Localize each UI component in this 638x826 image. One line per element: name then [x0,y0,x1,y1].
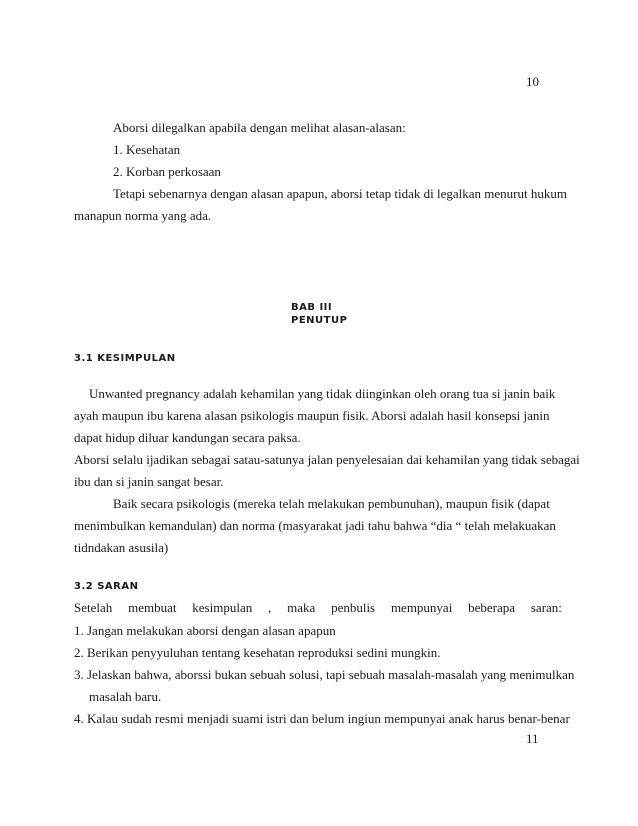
kesimpulan-line: ibu dan si janin sangat besar. [74,474,224,489]
chapter-title: PENUTUP [291,315,348,326]
intro-lead: Aborsi dilegalkan apabila dengan melihat alasan-alasan: [113,120,406,135]
saran-intro-word: , [268,600,272,615]
saran-intro-word: penbulis [331,600,376,615]
saran-item: 3. Jelaskan bahwa, aborssi bukan sebuah solusi, tapi sebuah masalah-masalah yang menimulkan [74,667,575,682]
saran-intro-word: kesimpulan [192,600,253,615]
saran-intro-word: saran: [530,600,562,615]
intro-paragraph-line-1: Tetapi sebenarnya dengan alasan apapun, aborsi tetap tidak di legalkan menurut hukum [113,186,567,201]
saran-item: 2. Berikan penyyuluhan tentang kesehatan reproduksi sedini mungkin. [74,645,441,660]
section-heading-saran: 3.2 SARAN [74,581,139,592]
kesimpulan-line: menimbulkan kemandulan) dan norma (masyarakat jadi tahu bahwa “dia “ telah melakuakan [74,518,556,533]
kesimpulan-line: tidndakan asusila) [74,540,169,555]
saran-intro-word: mempunyai [390,600,453,615]
saran-intro-word: beberapa [468,600,516,615]
intro-item-1: 1. Kesehatan [113,142,181,157]
kesimpulan-line: ayah maupun ibu karena alasan psikologis maupun fisik. Aborsi adalah hasil konsepsi janin [74,408,550,423]
page-number-top: 10 [526,74,539,89]
page-number-bottom: 11 [526,731,539,746]
kesimpulan-line: dapat hidup diluar kandungan secara paksa. [74,430,301,445]
kesimpulan-line: Unwanted pregnancy adalah kehamilan yang tidak diinginkan oleh orang tua si janin baik [89,386,556,401]
saran-intro-word: Setelah [74,600,113,615]
saran-item: masalah baru. [89,689,162,704]
saran-intro-word: membuat [128,600,177,615]
intro-paragraph-line-2: manapun norma yang ada. [74,208,212,223]
intro-item-2: 2. Korban perkosaan [113,164,221,179]
saran-intro-line [74,600,562,616]
saran-intro-word: maka [287,600,316,615]
saran-item: 4. Kalau sudah resmi menjadi suami istri dan belum ingiun mempunyai anak harus benar-benar [74,711,570,726]
chapter-number: BAB III [291,302,333,313]
kesimpulan-line: Baik secara psikologis (mereka telah melakukan pembunuhan), maupun fisik (dapat [113,496,550,511]
saran-item: 1. Jangan melakukan aborsi dengan alasan apapun [74,623,336,638]
section-heading-kesimpulan: 3.1 KESIMPULAN [74,353,176,364]
kesimpulan-line: Aborsi selalu ijadikan sebagai satau-satunya jalan penyelesaian dai kehamilan yang tidak sebagai [74,452,580,467]
